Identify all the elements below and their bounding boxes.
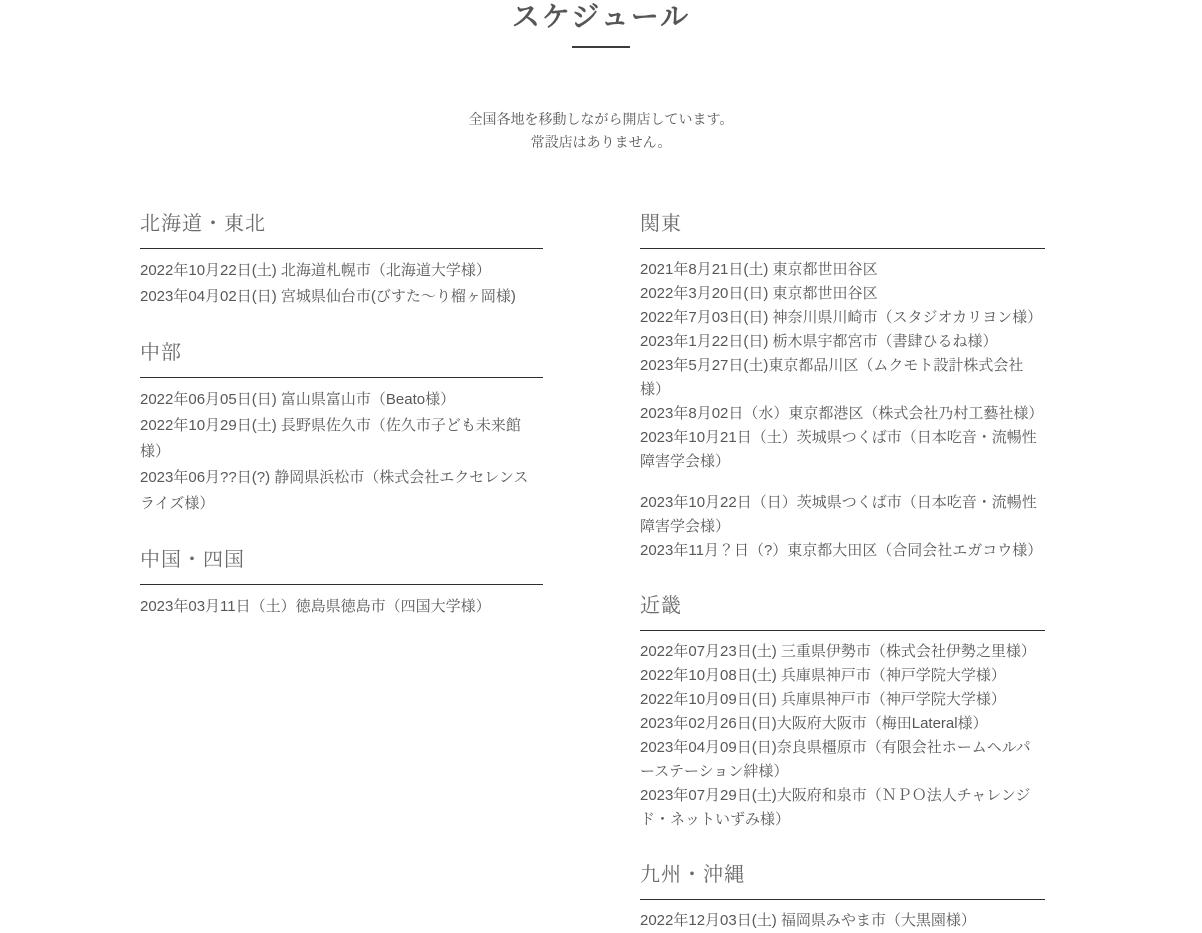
event-group: [640, 900, 1045, 933]
event-entry: 2023年07月29日(土)大阪府和泉市（ＮＰＯ法人チャレンジド・ネットいずみ様）: [640, 787, 1031, 828]
region-heading: 九州・沖縄: [640, 862, 1045, 900]
event-entry: 2022年07月23日(土) 三重県伊勢市（株式会社伊勢之里様）: [640, 643, 1036, 660]
event-entry: 2023年04月09日(日)奈良県橿原市（有限会社ホームヘルパーステーション絆様）: [640, 739, 1031, 780]
region-section: [140, 340, 543, 517]
event-entry: 2022年3月20日(日) 東京都世田谷区: [640, 285, 878, 302]
region-heading: 北海道・東北: [140, 211, 543, 249]
title-divider: [572, 46, 630, 48]
event-entry: 2022年10月08日(土) 兵庫県神戸市（神戸学院大学様）: [640, 667, 1006, 684]
event-entry: 2023年1月22日(日) 栃木県宇都宮市（書肆ひるね様）: [640, 333, 998, 350]
event-group: [640, 482, 1045, 563]
region-section: [140, 547, 543, 620]
region-section: [640, 593, 1045, 832]
event-group: [140, 585, 543, 620]
schedule-column-left: [140, 211, 543, 933]
event-entry: 2023年5月27日(土)東京都品川区（ムクモト設計株式会社様）: [640, 357, 1024, 398]
event-group: [640, 631, 1045, 832]
event-entry: 2021年8月21日(土) 東京都世田谷区: [640, 261, 878, 278]
event-entry: 2022年10月29日(土) 長野県佐久市（佐久市子ども未来館様）: [140, 417, 521, 460]
region-heading: 関東: [640, 211, 1045, 249]
event-entry: 2023年03月11日（土）徳島県徳島市（四国大学様）: [140, 598, 491, 615]
event-entry: 2023年8月02日（水）東京都港区（株式会社乃村工藝社様）: [640, 405, 1044, 422]
event-entry: 2022年10月09日(日) 兵庫県神戸市（神戸学院大学様）: [640, 691, 1006, 708]
schedule-column-right: [640, 211, 1045, 933]
event-entry: 2023年11月？日（?）東京都大田区（合同会社エガコウ様）: [640, 542, 1043, 559]
intro-line-1: 全国各地を移動しながら開店しています。: [468, 111, 734, 127]
event-entry: 2023年04月02日(日) 宮城県仙台市(びすた～り榴ヶ岡様): [140, 288, 516, 305]
event-entry: 2022年10月22日(土) 北海道札幌市（北海道大学様）: [140, 262, 491, 279]
event-group: [140, 378, 543, 517]
schedule-columns: [140, 211, 1045, 933]
region-section: [640, 862, 1045, 933]
event-entry: 2022年06月05日(日) 富山県富山市（Beato様）: [140, 391, 456, 408]
region-section: [140, 211, 543, 310]
region-section: [640, 211, 1045, 563]
event-entry: 2023年06月??日(?) 静岡県浜松市（株式会社エクセレンスライズ様）: [140, 469, 529, 512]
intro-line-2: 常設店はありません。: [530, 134, 672, 150]
page-title: スケジュール: [511, 1, 691, 32]
region-heading: 中国・四国: [140, 547, 543, 585]
region-heading: 中部: [140, 340, 543, 378]
event-group: [140, 249, 543, 310]
event-group: [640, 249, 1045, 474]
event-entry: 2023年10月22日（日）茨城県つくば市（日本吃音・流暢性障害学会様）: [640, 494, 1037, 535]
event-entry: 2023年02月26日(日)大阪府大阪市（梅田Lateral様）: [640, 715, 988, 732]
event-entry: 2022年7月03日(日) 神奈川県川崎市（スタジオカリヨン様）: [640, 309, 1043, 326]
event-entry: 2022年12月03日(土) 福岡県みやま市（大黒園様）: [640, 912, 976, 929]
intro-text: [0, 108, 1202, 154]
event-entry: 2023年10月21日（土）茨城県つくば市（日本吃音・流暢性障害学会様）: [640, 429, 1037, 470]
region-heading: 近畿: [640, 593, 1045, 631]
